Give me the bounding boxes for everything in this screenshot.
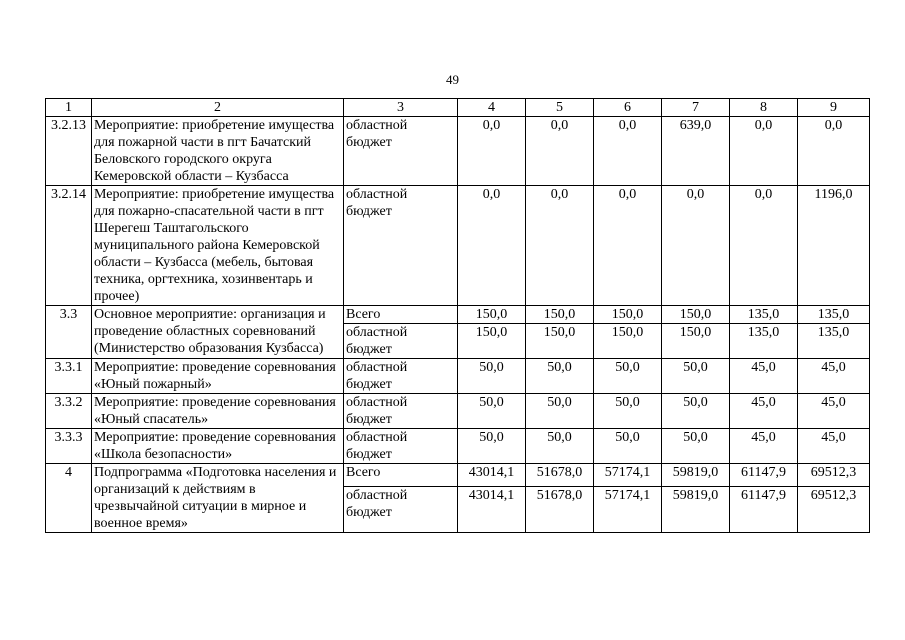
row-id: 3.3.2 — [46, 394, 92, 429]
table-row — [46, 394, 870, 429]
table-row — [46, 186, 870, 306]
row-value: 50,0 — [594, 429, 662, 464]
row-source: Всего — [344, 306, 458, 324]
row-value: 0,0 — [662, 186, 730, 306]
row-value: 50,0 — [458, 359, 526, 394]
table-row — [46, 464, 870, 487]
row-value: 135,0 — [730, 324, 798, 359]
row-name: Мероприятие: проведение соревнования «Юный спасатель» — [92, 394, 344, 429]
header-cell: 4 — [458, 99, 526, 117]
row-source: областной бюджет — [344, 324, 458, 359]
row-name: Мероприятие: приобретение имущества для пожарной части в пгт Бачатский Беловского городского округа Кемеровской области – Кузбасса — [92, 117, 344, 186]
header-cell: 2 — [92, 99, 344, 117]
row-value: 45,0 — [730, 394, 798, 429]
row-value: 0,0 — [594, 117, 662, 186]
row-value: 150,0 — [662, 324, 730, 359]
row-name: Мероприятие: проведение соревнования «Юный пожарный» — [92, 359, 344, 394]
row-value: 50,0 — [526, 394, 594, 429]
row-value: 57174,1 — [594, 464, 662, 487]
row-value: 50,0 — [526, 429, 594, 464]
row-value: 51678,0 — [526, 487, 594, 533]
row-value: 0,0 — [458, 186, 526, 306]
row-source: областной бюджет — [344, 394, 458, 429]
row-value: 639,0 — [662, 117, 730, 186]
row-source: областной бюджет — [344, 359, 458, 394]
row-value: 43014,1 — [458, 487, 526, 533]
row-name: Мероприятие: приобретение имущества для пожарно-спасательной части в пгт Шерегеш Таштагольского муниципального района Кемеровской области – Кузбасса (мебель, бытовая техника, оргтехника, хозинвентарь и прочее) — [92, 186, 344, 306]
row-value: 150,0 — [526, 306, 594, 324]
row-id: 3.2.14 — [46, 186, 92, 306]
row-value: 0,0 — [730, 117, 798, 186]
row-id: 3.3 — [46, 306, 92, 359]
row-value: 50,0 — [458, 429, 526, 464]
row-value: 69512,3 — [798, 464, 870, 487]
row-source: Всего — [344, 464, 458, 487]
row-value: 150,0 — [662, 306, 730, 324]
table-row — [46, 306, 870, 324]
budget-table — [45, 98, 870, 533]
row-value: 150,0 — [526, 324, 594, 359]
row-value: 50,0 — [526, 359, 594, 394]
row-value: 57174,1 — [594, 487, 662, 533]
row-name: Подпрограмма «Подготовка населения и организаций к действиям в чрезвычайной ситуации в мирное и военное время» — [92, 464, 344, 533]
row-value: 50,0 — [662, 359, 730, 394]
table-row — [46, 429, 870, 464]
row-value: 0,0 — [526, 117, 594, 186]
row-value: 50,0 — [594, 394, 662, 429]
row-value: 1196,0 — [798, 186, 870, 306]
row-value: 43014,1 — [458, 464, 526, 487]
row-value: 0,0 — [458, 117, 526, 186]
row-value: 45,0 — [730, 429, 798, 464]
header-row — [46, 99, 870, 117]
row-name: Мероприятие: проведение соревнования «Школа безопасности» — [92, 429, 344, 464]
row-value: 0,0 — [526, 186, 594, 306]
row-id: 3.3.3 — [46, 429, 92, 464]
row-value: 150,0 — [594, 306, 662, 324]
row-value: 51678,0 — [526, 464, 594, 487]
header-cell: 7 — [662, 99, 730, 117]
row-value: 135,0 — [798, 324, 870, 359]
row-source: областной бюджет — [344, 487, 458, 533]
row-source: областной бюджет — [344, 429, 458, 464]
row-value: 150,0 — [594, 324, 662, 359]
page-number: 49 — [446, 72, 459, 87]
row-id: 4 — [46, 464, 92, 533]
row-name: Основное мероприятие: организация и проведение областных соревнований (Министерство образования Кузбасса) — [92, 306, 344, 359]
row-value: 45,0 — [798, 359, 870, 394]
row-value: 0,0 — [730, 186, 798, 306]
row-value: 61147,9 — [730, 464, 798, 487]
row-value: 135,0 — [730, 306, 798, 324]
row-value: 50,0 — [458, 394, 526, 429]
row-value: 59819,0 — [662, 487, 730, 533]
row-value: 135,0 — [798, 306, 870, 324]
row-value: 0,0 — [594, 186, 662, 306]
row-source: областной бюджет — [344, 117, 458, 186]
row-value: 45,0 — [798, 394, 870, 429]
row-value: 50,0 — [662, 394, 730, 429]
row-value: 50,0 — [594, 359, 662, 394]
row-id: 3.2.13 — [46, 117, 92, 186]
row-value: 50,0 — [662, 429, 730, 464]
header-cell: 3 — [344, 99, 458, 117]
header-cell: 6 — [594, 99, 662, 117]
header-cell: 8 — [730, 99, 798, 117]
header-cell: 5 — [526, 99, 594, 117]
row-value: 0,0 — [798, 117, 870, 186]
row-id: 3.3.1 — [46, 359, 92, 394]
table-row — [46, 359, 870, 394]
row-value: 45,0 — [798, 429, 870, 464]
table-row — [46, 117, 870, 186]
row-value: 45,0 — [730, 359, 798, 394]
row-value: 150,0 — [458, 324, 526, 359]
row-value: 61147,9 — [730, 487, 798, 533]
row-value: 69512,3 — [798, 487, 870, 533]
header-cell: 9 — [798, 99, 870, 117]
row-source: областной бюджет — [344, 186, 458, 306]
header-cell: 1 — [46, 99, 92, 117]
row-value: 59819,0 — [662, 464, 730, 487]
row-value: 150,0 — [458, 306, 526, 324]
